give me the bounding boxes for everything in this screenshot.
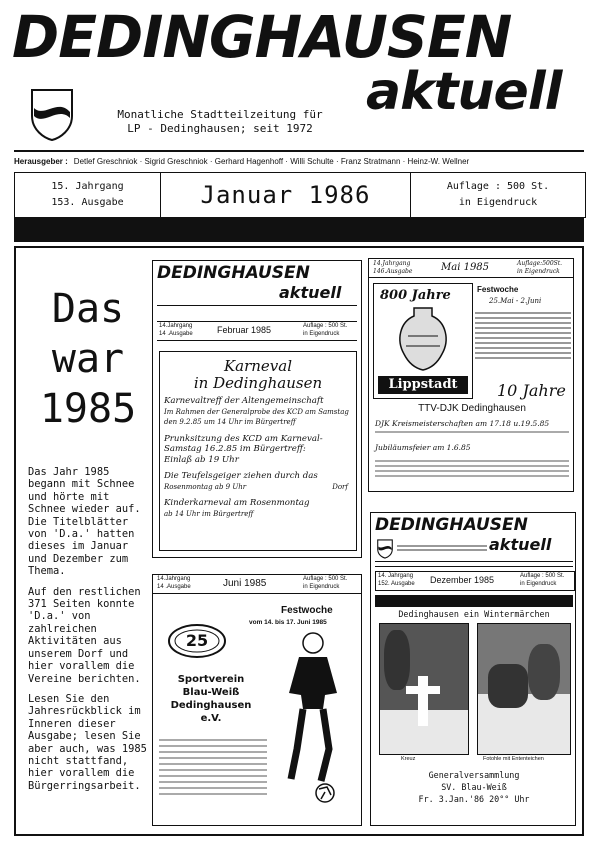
dez-tag-lines xyxy=(397,543,487,553)
vase-icon xyxy=(394,306,452,372)
feb-subtitle: aktuell xyxy=(279,283,342,302)
auflage: Auflage : 500 St. xyxy=(446,181,550,192)
ausgabe: 153. Ausgabe xyxy=(51,197,124,208)
juni-month: Juni 1985 xyxy=(223,578,267,589)
druck: in Eigendruck xyxy=(458,197,538,208)
mai-zehn: 10 Jahre xyxy=(497,381,566,400)
juni-auflage: Auflage : 500 St. xyxy=(303,576,348,582)
juni-sv3: Dedinghausen e.V. xyxy=(170,700,252,724)
editors-label: Herausgeber : xyxy=(14,157,68,166)
masthead-title: DEDINGHAUSEN xyxy=(12,3,512,71)
dez-gv3: Fr. 3.Jan.'86 20°° Uhr xyxy=(418,794,530,804)
review-title-line-1: Das xyxy=(51,286,125,332)
juni-druck: in Eigendruck xyxy=(303,584,340,590)
feb-druck: in Eigendruck xyxy=(303,331,340,337)
circulation-cell xyxy=(411,173,585,217)
dez-photo-pond xyxy=(477,623,571,755)
feb-k13: ab 14 Uhr im Bürgertreff xyxy=(164,509,254,518)
dez-title: DEDINGHAUSEN xyxy=(375,515,528,535)
feb-k10: Rosenmontag ab 9 Uhr xyxy=(164,482,247,491)
feb-k8: Einlaß ab 19 Uhr xyxy=(164,454,239,465)
review-title-line-3: 1985 xyxy=(39,386,137,432)
mai-auflage: Auflage:500St. xyxy=(517,260,563,267)
feb-k4: Im Rahmen der Generalprobe des KCD am Samstag xyxy=(164,407,349,416)
dez-auflage: Auflage : 500 St. xyxy=(520,573,565,579)
feb-auflage: Auflage : 500 St. xyxy=(303,323,348,329)
dez-subtitle: aktuell xyxy=(489,535,552,554)
cover-february-1985 xyxy=(152,260,362,558)
review-title xyxy=(28,284,148,434)
review-title-line-2: war xyxy=(51,336,125,382)
dez-gv1: Generalversammlung xyxy=(428,770,520,780)
mai-emblem xyxy=(373,283,473,399)
juni-body-lines xyxy=(159,735,267,799)
feb-k7: Samstag 16.2.85 im Bürgertreff: xyxy=(164,444,306,454)
dez-cap2: Fotohle mit Ententeichen xyxy=(483,756,544,762)
feb-k1: Karneval xyxy=(223,357,293,375)
mai-druck: in Eigendruck xyxy=(517,268,560,275)
issue-number-cell xyxy=(15,173,161,217)
mai-jahre: 800 Jahre xyxy=(380,288,451,303)
masthead-subtitle: aktuell xyxy=(366,62,562,122)
editors-bar xyxy=(14,150,584,173)
mai-festwoche: Festwoche xyxy=(477,285,519,294)
issue-info-bar xyxy=(14,172,586,218)
mai-body-lines xyxy=(375,457,569,480)
dez-cap1: Kreuz xyxy=(401,756,416,762)
feb-k11: Dorf xyxy=(332,482,348,491)
tagline-line-1: Monatliche Stadtteilzeitung für xyxy=(117,108,323,121)
editors-names: Detlef Greschniok · Sigrid Greschniok · Gerhard Hagenhoff · Willi Schulte · Franz Stratmann · Heinz-W. Wellner xyxy=(73,157,470,166)
juni-num: 25 xyxy=(185,631,209,650)
juni-dates: vom 14. bis 17. Juni 1985 xyxy=(249,619,327,626)
tagline-line-2: LP - Dedinghausen; seit 1972 xyxy=(127,122,313,135)
review-paragraph-2: Auf den restlichen 371 Seiten konnte 'D.a.' von zahlreichen Aktivitäten aus unserem Dorf und hier vorallem die Vereine berichten. xyxy=(28,585,141,685)
tagline xyxy=(90,108,350,136)
mai-city: Lippstadt xyxy=(378,376,468,394)
review-paragraph-3: Lesen Sie den Jahresrückblick im Inneren dieser Ausgabe; lesen Sie aber auch, was 1985 nicht stattfand, hier vorallem die Bürgerringsarbeit. xyxy=(28,692,147,792)
feb-k5: den 9.2.85 um 14 Uhr im Bürgertreff xyxy=(164,418,296,426)
juni-sv1: Sportverein xyxy=(177,674,245,685)
dez-month: Dezember 1985 xyxy=(430,575,495,585)
mai-jubi: Jubiläumsfeier am 1.6.85 xyxy=(375,443,471,452)
soccer-player-icon xyxy=(271,629,355,809)
feb-k9: Die Teufelsgeiger ziehen durch das xyxy=(164,471,318,481)
dez-meeting xyxy=(375,769,573,805)
jahrgang: 15. Jahrgang xyxy=(51,181,124,192)
dez-ausgabe: 152. Ausgabe xyxy=(378,581,415,587)
mai-ttv: TTV-DJK Dedinghausen xyxy=(418,403,526,414)
dez-crest-icon xyxy=(377,539,393,559)
feb-title: DEDINGHAUSEN xyxy=(157,263,310,283)
feb-k6: Prunksitzung des KCD am Karneval- xyxy=(164,433,323,444)
feb-jahrgang: 14.Jahrgang xyxy=(159,323,193,329)
dez-gv2: SV. Blau-Weiß xyxy=(441,782,507,792)
juni-club xyxy=(161,673,261,725)
cover-december-1985 xyxy=(370,512,576,826)
dez-druck: in Eigendruck xyxy=(520,581,557,587)
dez-jahrgang: 14. Jahrgang xyxy=(378,573,414,579)
mai-dates: 25.Mai - 2.Juni xyxy=(489,297,542,305)
mai-jahrgang: 14.Jahrgang xyxy=(373,260,411,267)
cover-may-1985 xyxy=(368,258,574,492)
review-text xyxy=(28,466,148,800)
dez-headline: Dedinghausen ein Wintermärchen xyxy=(398,609,550,619)
cover-june-1985 xyxy=(152,574,362,826)
feb-ausgabe: 14 .Ausgabe xyxy=(159,331,193,337)
juni-festwoche: Festwoche xyxy=(281,605,333,616)
mai-month: Mai 1985 xyxy=(441,262,490,273)
review-paragraph-1: Das Jahr 1985 begann mit Schnee und hörte mit Schnee wieder auf. Die Titelblätter von 'D.a.' hatten dieses im Januar und Dezember zum Thema. xyxy=(28,466,141,578)
juni-ausgabe: 14 .Ausgabe xyxy=(157,584,191,590)
feb-k2: in Dedinghausen xyxy=(193,374,323,392)
town-crest-icon xyxy=(30,88,74,142)
juni-jahrgang: 14.Jahrgang xyxy=(157,576,191,582)
issue-month: Januar 1986 xyxy=(161,173,411,217)
feb-month: Februar 1985 xyxy=(217,325,272,335)
mai-text-block xyxy=(475,309,571,362)
feb-k12: Kinderkarneval am Rosenmontag xyxy=(164,498,310,508)
divider-bar xyxy=(14,218,584,242)
juni-sv2: Blau-Weiß xyxy=(182,687,240,698)
mai-ausgabe: 146.Ausgabe xyxy=(373,268,413,275)
mai-djk: DJK Kreismeisterschaften am 17.18 u.19.5.85 xyxy=(375,419,550,428)
feb-k3: Karnevaltreff der Altengemeinschaft xyxy=(164,396,324,406)
dez-photo-cross xyxy=(379,623,469,755)
